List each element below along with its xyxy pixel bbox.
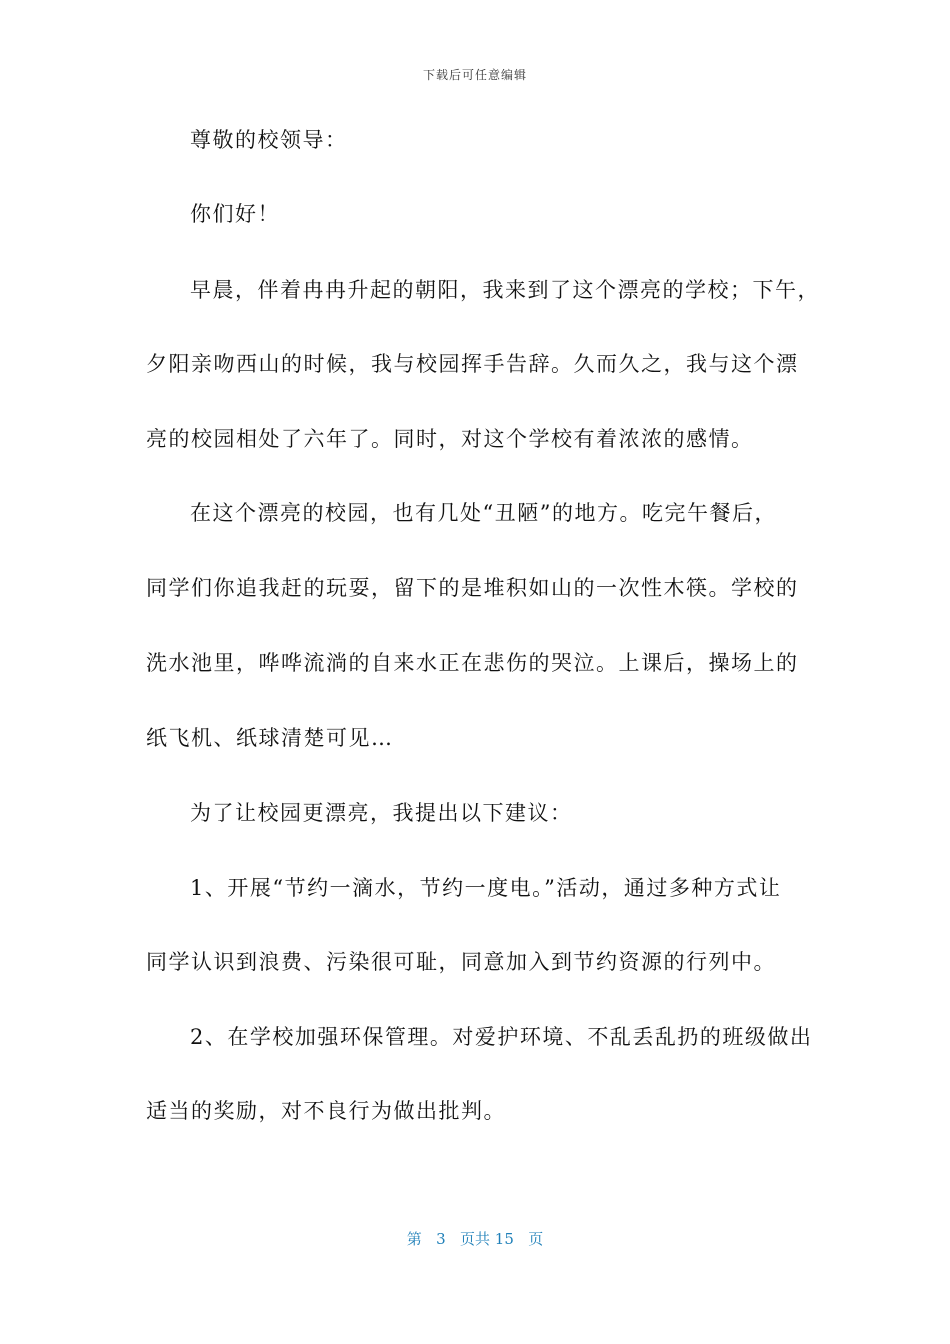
list-item-line: 1、开展“节约一滴水，节约一度电。”活动，通过多种方式让 <box>190 876 782 900</box>
greeting-line: 你们好！ <box>190 202 280 226</box>
paragraph-line: 洗水池里，哗哗流淌的自来水正在悲伤的哭泣。上课后，操场上的 <box>146 651 799 675</box>
paragraph-line: 同学们你追我赶的玩耍，留下的是堆积如山的一次性木筷。学校的 <box>146 576 799 600</box>
salutation-line: 尊敬的校领导： <box>190 128 348 152</box>
paragraph-line: 在这个漂亮的校园，也有几处“丑陋”的地方。吃完午餐后， <box>190 501 777 525</box>
paragraph-line: 为了让校园更漂亮，我提出以下建议： <box>190 801 573 825</box>
page-header: 下载后可任意编辑 <box>422 68 527 82</box>
paragraph-line: 早晨，伴着冉冉升起的朝阳，我来到了这个漂亮的学校；下午， <box>190 278 820 302</box>
footer-suffix: 页 <box>528 1230 544 1248</box>
paragraph-line: 夕阳亲吻西山的时候，我与校园挥手告辞。久而久之，我与这个漂 <box>146 352 799 376</box>
paragraph-line: 亮的校园相处了六年了。同时，对这个学校有着浓浓的感情。 <box>146 427 754 451</box>
footer-middle: 页共 <box>459 1230 490 1248</box>
footer-total-pages: 15 <box>494 1230 514 1248</box>
paragraph-line: 纸飞机、纸球清楚可见… <box>146 726 394 750</box>
footer-prefix: 第 <box>406 1230 422 1248</box>
footer-page-number: 3 <box>436 1230 446 1248</box>
page-footer <box>0 1228 950 1249</box>
list-item-line: 同学认识到浪费、污染很可耻，同意加入到节约资源的行列中。 <box>146 950 776 974</box>
list-item-line: 适当的奖励，对不良行为做出批判。 <box>146 1099 506 1123</box>
list-item-line: 2、在学校加强环保管理。对爱护环境、不乱丢乱扔的班级做出 <box>190 1025 813 1049</box>
